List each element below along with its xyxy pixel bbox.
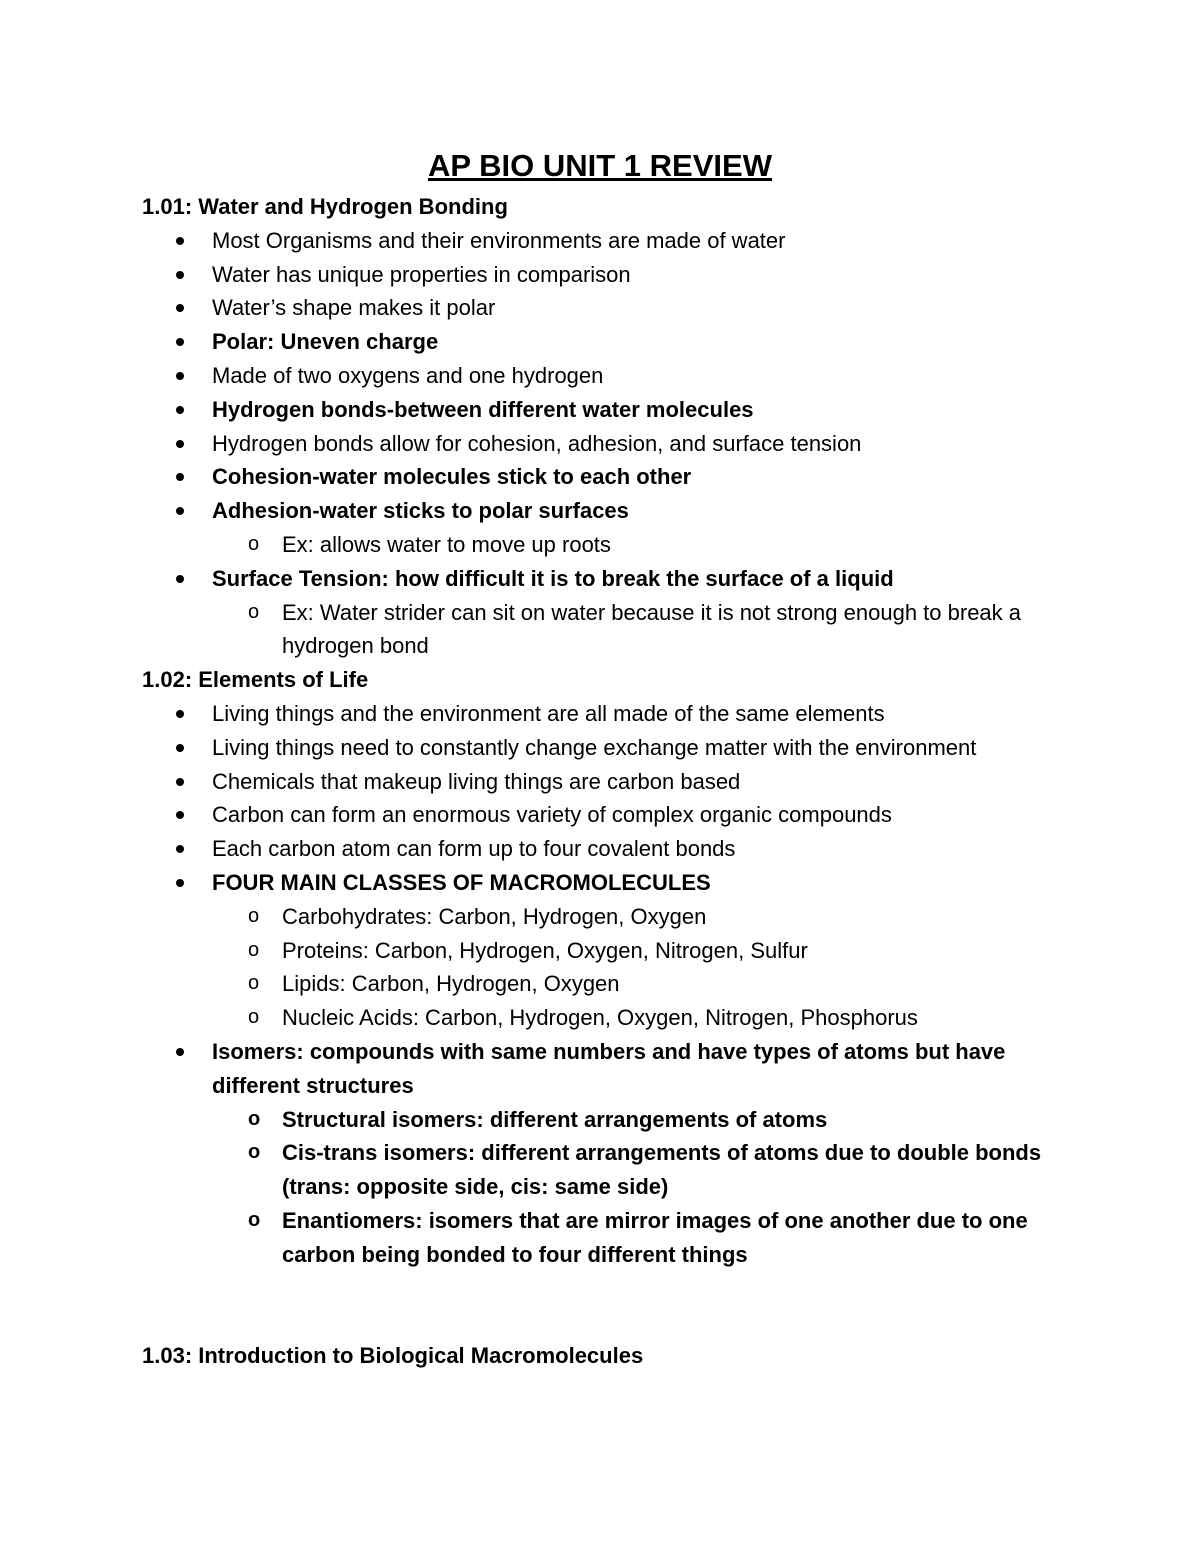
list-item bbox=[142, 325, 1072, 359]
list-item bbox=[142, 765, 1072, 799]
sub-list-item-text: Cis-trans isomers: different arrangements of atoms due to double bonds (trans: opposite side, cis: same side) bbox=[282, 1140, 1042, 1200]
sub-list-item bbox=[142, 900, 1072, 934]
sub-list-item bbox=[142, 934, 1072, 968]
list-item bbox=[142, 460, 1072, 494]
section-1-01 bbox=[142, 190, 1072, 663]
bullet-dot-icon bbox=[176, 440, 184, 448]
list-item-text: FOUR MAIN CLASSES OF MACROMOLECULES bbox=[212, 869, 711, 895]
bullet-dot-icon bbox=[176, 811, 184, 819]
section-heading: 1.01: Water and Hydrogen Bonding bbox=[142, 194, 508, 219]
circle-bullet-icon: o bbox=[248, 532, 260, 555]
list-item-text: Most Organisms and their environments are made of water bbox=[212, 227, 786, 253]
sub-list bbox=[142, 900, 1072, 1035]
list-item bbox=[142, 427, 1072, 461]
list-item bbox=[142, 494, 1072, 562]
section-1-02 bbox=[142, 663, 1072, 1271]
sub-list-item bbox=[142, 967, 1072, 1001]
list-item-text: Isomers: compounds with same numbers and have types of atoms but have different structures bbox=[212, 1038, 1006, 1098]
list-item bbox=[142, 798, 1072, 832]
list-item-text: Each carbon atom can form up to four covalent bonds bbox=[212, 836, 736, 862]
section-heading: 1.03: Introduction to Biological Macromolecules bbox=[142, 1342, 644, 1368]
sub-list-item-text: Carbohydrates: Carbon, Hydrogen, Oxygen bbox=[282, 903, 707, 929]
circle-bullet-icon: o bbox=[248, 972, 260, 995]
bullet-dot-icon bbox=[176, 778, 184, 786]
page-title: AP BIO UNIT 1 REVIEW bbox=[428, 148, 772, 183]
bullet-dot-icon bbox=[176, 304, 184, 312]
list-item-text: Made of two oxygens and one hydrogen bbox=[212, 362, 604, 388]
circle-bullet-icon: o bbox=[248, 1141, 261, 1164]
bullet-dot-icon bbox=[176, 372, 184, 380]
list-item-text: Surface Tension: how difficult it is to break the surface of a liquid bbox=[212, 565, 894, 591]
sub-list-item bbox=[142, 1103, 1072, 1137]
bullet-dot-icon bbox=[176, 710, 184, 718]
bullet-dot-icon bbox=[176, 879, 184, 887]
list-item-text: Cohesion-water molecules stick to each other bbox=[212, 464, 692, 490]
circle-bullet-icon: o bbox=[248, 904, 260, 927]
list-item bbox=[142, 731, 1072, 765]
sub-list-item-text: Ex: Water strider can sit on water because it is not strong enough to break a hydrogen bond bbox=[282, 599, 1022, 659]
bullet-dot-icon bbox=[176, 845, 184, 853]
list-item bbox=[142, 562, 1072, 663]
list-item-text: Water has unique properties in comparison bbox=[212, 261, 631, 287]
document-body bbox=[142, 190, 1072, 1372]
list-item bbox=[142, 866, 1072, 1035]
section-heading: 1.02: Elements of Life bbox=[142, 667, 369, 693]
bullet-dot-icon bbox=[176, 406, 184, 414]
sub-list bbox=[142, 1103, 1072, 1272]
bullet-dot-icon bbox=[176, 507, 184, 515]
section-1-03 bbox=[142, 1339, 1072, 1373]
sub-list bbox=[142, 596, 1072, 664]
circle-bullet-icon: o bbox=[248, 938, 260, 961]
sub-list-item-text: Enantiomers: isomers that are mirror images of one another due to one carbon being bonded to four different things bbox=[282, 1207, 1028, 1267]
circle-bullet-icon: o bbox=[248, 600, 260, 623]
list-item-text: Living things and the environment are all made of the same elements bbox=[212, 700, 885, 726]
list-item-text: Carbon can form an enormous variety of complex organic compounds bbox=[212, 802, 892, 828]
bullet-list bbox=[142, 697, 1072, 1272]
sub-list-item bbox=[142, 528, 1072, 562]
bullet-dot-icon bbox=[176, 744, 184, 752]
bullet-dot-icon bbox=[176, 237, 184, 245]
list-item bbox=[142, 291, 1072, 325]
list-item bbox=[142, 1035, 1072, 1272]
sub-list-item bbox=[142, 1204, 1072, 1272]
bullet-dot-icon bbox=[176, 271, 184, 279]
list-item-text: Polar: Uneven charge bbox=[212, 329, 439, 355]
sub-list-item-text: Nucleic Acids: Carbon, Hydrogen, Oxygen, Nitrogen, Phosphorus bbox=[282, 1005, 918, 1031]
bullet-dot-icon bbox=[176, 1048, 184, 1056]
list-item bbox=[142, 697, 1072, 731]
list-item bbox=[142, 224, 1072, 258]
sub-list-item-text: Ex: allows water to move up roots bbox=[282, 531, 611, 557]
sub-list-item-text: Structural isomers: different arrangements of atoms bbox=[282, 1106, 828, 1132]
sub-list bbox=[142, 528, 1072, 562]
list-item-text: Chemicals that makeup living things are carbon based bbox=[212, 768, 741, 794]
circle-bullet-icon: o bbox=[248, 1208, 261, 1231]
circle-bullet-icon: o bbox=[248, 1006, 260, 1029]
sub-list-item-text: Proteins: Carbon, Hydrogen, Oxygen, Nitrogen, Sulfur bbox=[282, 937, 808, 963]
list-item bbox=[142, 393, 1072, 427]
sub-list-item-text: Lipids: Carbon, Hydrogen, Oxygen bbox=[282, 971, 620, 997]
list-item bbox=[142, 359, 1072, 393]
sub-list-item bbox=[142, 1136, 1072, 1204]
bullet-dot-icon bbox=[176, 338, 184, 346]
bullet-dot-icon bbox=[176, 473, 184, 481]
bullet-dot-icon bbox=[176, 575, 184, 583]
sub-list-item bbox=[142, 1001, 1072, 1035]
list-item-text: Hydrogen bonds allow for cohesion, adhesion, and surface tension bbox=[212, 430, 862, 456]
list-item-text: Hydrogen bonds-between different water molecules bbox=[212, 396, 754, 422]
list-item bbox=[142, 258, 1072, 292]
sub-list-item bbox=[142, 596, 1072, 664]
paragraph-spacer bbox=[142, 1272, 1072, 1339]
list-item-text: Living things need to constantly change exchange matter with the environment bbox=[212, 734, 977, 760]
circle-bullet-icon: o bbox=[248, 1107, 261, 1130]
list-item-text: Adhesion-water sticks to polar surfaces bbox=[212, 498, 629, 524]
list-item bbox=[142, 832, 1072, 866]
list-item-text: Water’s shape makes it polar bbox=[212, 295, 496, 321]
bullet-list bbox=[142, 224, 1072, 663]
